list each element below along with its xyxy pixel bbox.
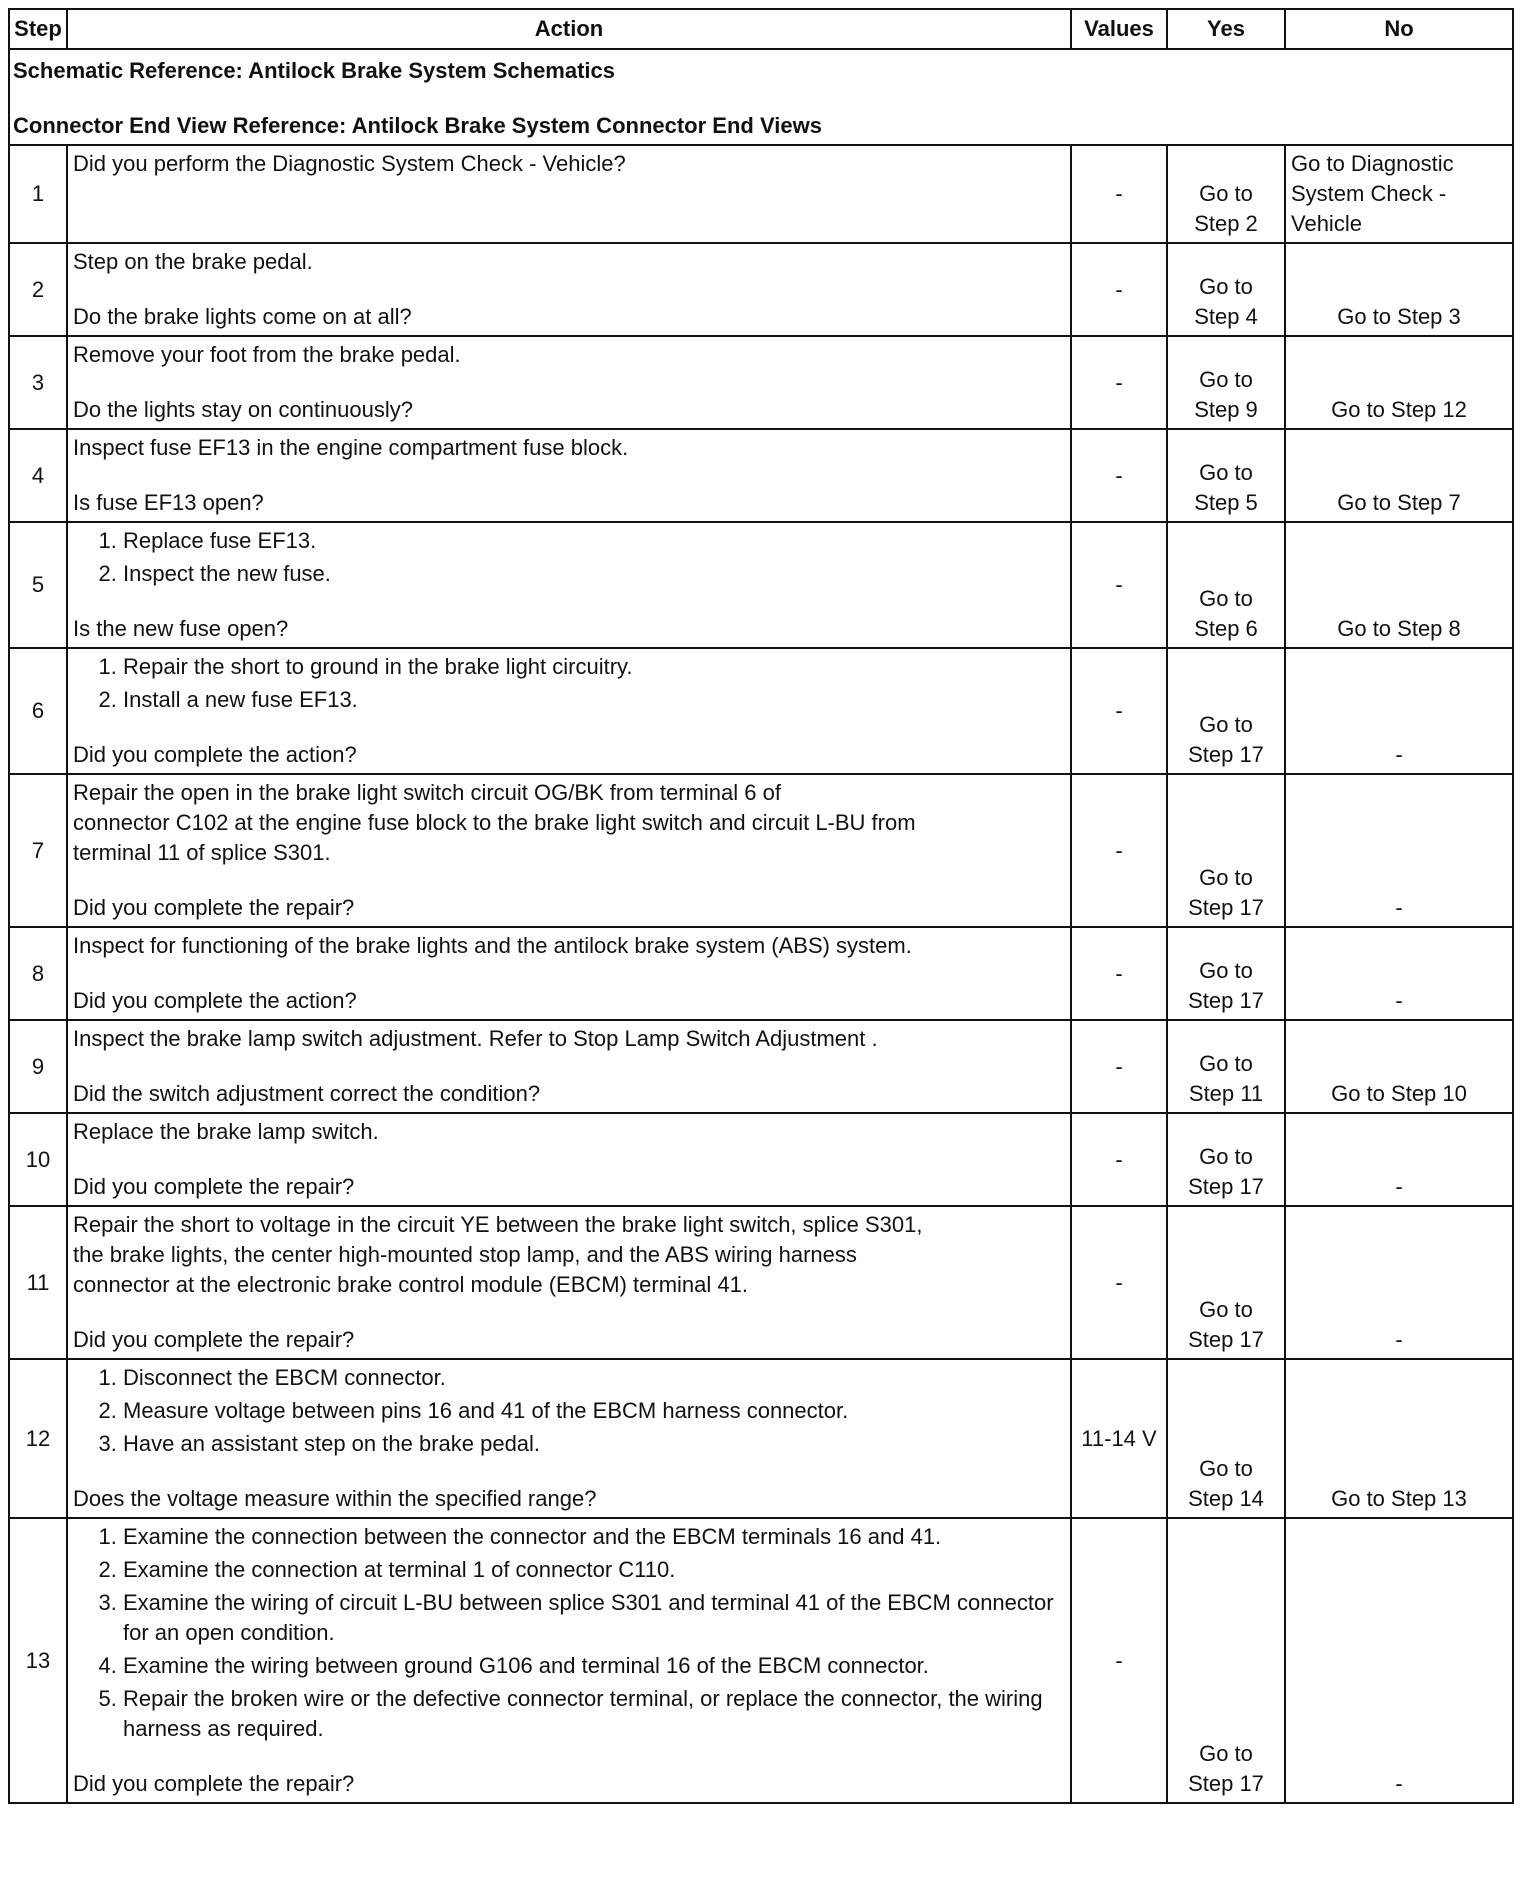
no-text-line: - (1395, 1327, 1403, 1352)
action-question: Do the lights stay on continuously? (73, 397, 413, 422)
step-number: 4 (9, 429, 67, 522)
table-row (9, 429, 1513, 522)
step-number: 5 (9, 522, 67, 648)
values-cell: - (1071, 1020, 1167, 1113)
table-header-row (9, 9, 1513, 49)
action-steps-list (73, 1363, 1065, 1459)
connector-end-view-reference: Connector End View Reference: Antilock Brake System Connector End Views (13, 113, 822, 138)
table-row (9, 1113, 1513, 1206)
action-text-line: Inspect for functioning of the brake lights and the antilock brake system (ABS) system. (73, 933, 912, 958)
action-text-line: Repair the open in the brake light switch circuit OG/BK from terminal 6 of (73, 780, 781, 805)
yes-cell (1167, 1020, 1285, 1113)
table-row (9, 145, 1513, 243)
step-number: 13 (9, 1518, 67, 1803)
table-row (9, 1206, 1513, 1359)
yes-text-line: Step 6 (1194, 616, 1258, 641)
yes-text-line: Step 17 (1188, 1174, 1264, 1199)
action-text-line: connector C102 at the engine fuse block to the brake light switch and circuit L-BU from (73, 810, 916, 835)
action-question: Is fuse EF13 open? (73, 490, 264, 515)
yes-text-line: Step 17 (1188, 1771, 1264, 1796)
yes-text-line: Step 2 (1194, 211, 1258, 236)
no-cell (1285, 1020, 1513, 1113)
action-steps-list (73, 526, 1065, 589)
no-text-line: Go to Step 10 (1331, 1081, 1467, 1106)
header-no: No (1285, 9, 1513, 49)
step-number: 1 (9, 145, 67, 243)
yes-text-line: Step 17 (1188, 742, 1264, 767)
values-cell: - (1071, 927, 1167, 1020)
yes-text-line: Step 14 (1188, 1486, 1264, 1511)
yes-text-line: Go to (1199, 586, 1253, 611)
action-steps-list (73, 1522, 1065, 1744)
no-text-line: - (1395, 742, 1403, 767)
action-cell (67, 522, 1071, 648)
yes-text-line: Go to (1199, 181, 1253, 206)
no-text-line: Go to Step 12 (1331, 397, 1467, 422)
yes-cell (1167, 774, 1285, 927)
action-cell (67, 927, 1071, 1020)
action-cell (67, 1206, 1071, 1359)
yes-text-line: Step 4 (1194, 304, 1258, 329)
no-text-line: - (1395, 988, 1403, 1013)
table-row (9, 1020, 1513, 1113)
action-cell (67, 1020, 1071, 1113)
action-step-item: 3. Have an assistant step on the brake pedal. (123, 1429, 1065, 1459)
action-step-item: 1. Repair the short to ground in the brake light circuitry. (123, 652, 1065, 682)
yes-cell (1167, 1359, 1285, 1518)
no-cell (1285, 336, 1513, 429)
action-question: Did you complete the action? (73, 742, 357, 767)
table-row (9, 243, 1513, 336)
yes-text-line: Go to (1199, 367, 1253, 392)
action-cell (67, 429, 1071, 522)
action-question: Did the switch adjustment correct the condition? (73, 1081, 541, 1106)
yes-cell (1167, 145, 1285, 243)
yes-cell (1167, 648, 1285, 774)
action-step-item: 2. Measure voltage between pins 16 and 41 of the EBCM harness connector. (123, 1396, 1065, 1426)
yes-text-line: Step 5 (1194, 490, 1258, 515)
action-cell (67, 1518, 1071, 1803)
yes-text-line: Go to (1199, 1741, 1253, 1766)
no-text-line: Go to Step 7 (1337, 490, 1461, 515)
header-values: Values (1071, 9, 1167, 49)
action-question: Does the voltage measure within the specified range? (73, 1486, 597, 1511)
action-cell (67, 243, 1071, 336)
step-number: 2 (9, 243, 67, 336)
step-number: 8 (9, 927, 67, 1020)
yes-cell (1167, 927, 1285, 1020)
action-question: Is the new fuse open? (73, 616, 289, 641)
action-cell (67, 1113, 1071, 1206)
no-cell (1285, 1359, 1513, 1518)
values-cell: - (1071, 522, 1167, 648)
no-cell (1285, 927, 1513, 1020)
action-text-line: Inspect the brake lamp switch adjustment. Refer to Stop Lamp Switch Adjustment . (73, 1026, 878, 1051)
yes-text-line: Step 17 (1188, 988, 1264, 1013)
no-cell (1285, 1518, 1513, 1803)
action-question: Did you complete the repair? (73, 1174, 355, 1199)
yes-text-line: Go to (1199, 712, 1253, 737)
step-number: 3 (9, 336, 67, 429)
action-cell (67, 648, 1071, 774)
action-text-line: the brake lights, the center high-mounted stop lamp, and the ABS wiring harness (73, 1242, 857, 1267)
action-cell (67, 1359, 1071, 1518)
header-action: Action (67, 9, 1071, 49)
yes-text-line: Go to (1199, 1051, 1253, 1076)
action-step-item: 2. Install a new fuse EF13. (123, 685, 1065, 715)
step-number: 9 (9, 1020, 67, 1113)
action-question: Did you complete the repair? (73, 1327, 355, 1352)
reference-row (9, 49, 1513, 145)
yes-cell (1167, 243, 1285, 336)
action-step-item: 2. Examine the connection at terminal 1 of connector C110. (123, 1555, 1065, 1585)
no-cell (1285, 429, 1513, 522)
action-cell (67, 774, 1071, 927)
yes-text-line: Go to (1199, 1456, 1253, 1481)
values-cell: - (1071, 1518, 1167, 1803)
header-step: Step (9, 9, 67, 49)
no-text-line: Vehicle (1291, 211, 1362, 236)
step-number: 7 (9, 774, 67, 927)
no-text-line: System Check - (1291, 181, 1447, 206)
yes-cell (1167, 1113, 1285, 1206)
action-step-item: 1. Examine the connection between the connector and the EBCM terminals 16 and 41. (123, 1522, 1065, 1552)
header-yes: Yes (1167, 9, 1285, 49)
yes-cell (1167, 522, 1285, 648)
no-text-line: Go to Step 8 (1337, 616, 1461, 641)
values-cell: - (1071, 648, 1167, 774)
yes-cell (1167, 1206, 1285, 1359)
no-text-line: Go to Step 3 (1337, 304, 1461, 329)
action-text-line: Remove your foot from the brake pedal. (73, 342, 461, 367)
schematic-reference: Schematic Reference: Antilock Brake System Schematics (13, 58, 616, 83)
no-text-line: - (1395, 1174, 1403, 1199)
no-text-line: - (1395, 1771, 1403, 1796)
values-cell: - (1071, 145, 1167, 243)
action-text-line: Repair the short to voltage in the circuit YE between the brake light switch, splice S301, (73, 1212, 923, 1237)
action-step-item: 4. Examine the wiring between ground G106 and terminal 16 of the EBCM connector. (123, 1651, 1065, 1681)
table-row (9, 927, 1513, 1020)
action-step-item: 1. Disconnect the EBCM connector. (123, 1363, 1065, 1393)
action-step-item: 3. Examine the wiring of circuit L-BU between splice S301 and terminal 41 of the EBCM connector for an open condition. (123, 1588, 1065, 1648)
yes-text-line: Go to (1199, 958, 1253, 983)
action-step-item: 1. Replace fuse EF13. (123, 526, 1065, 556)
values-cell: 11-14 V (1071, 1359, 1167, 1518)
yes-cell (1167, 429, 1285, 522)
step-number: 10 (9, 1113, 67, 1206)
action-steps-list (73, 652, 1065, 715)
yes-text-line: Step 9 (1194, 397, 1258, 422)
action-text-line: Replace the brake lamp switch. (73, 1119, 379, 1144)
yes-text-line: Step 17 (1188, 895, 1264, 920)
yes-text-line: Go to (1199, 460, 1253, 485)
table-row (9, 774, 1513, 927)
no-cell (1285, 1113, 1513, 1206)
no-text-line: Go to Diagnostic (1291, 151, 1454, 176)
action-text-line: terminal 11 of splice S301. (73, 840, 331, 865)
values-cell: - (1071, 243, 1167, 336)
no-text-line: Go to Step 13 (1331, 1486, 1467, 1511)
step-number: 12 (9, 1359, 67, 1518)
action-cell (67, 336, 1071, 429)
yes-cell (1167, 336, 1285, 429)
values-cell: - (1071, 429, 1167, 522)
action-step-item: 2. Inspect the new fuse. (123, 559, 1065, 589)
no-cell (1285, 522, 1513, 648)
no-cell (1285, 774, 1513, 927)
values-cell: - (1071, 336, 1167, 429)
table-body (9, 49, 1513, 1803)
values-cell: - (1071, 1113, 1167, 1206)
table-row (9, 1518, 1513, 1803)
yes-text-line: Step 11 (1188, 1081, 1264, 1106)
table-row (9, 648, 1513, 774)
no-cell (1285, 145, 1513, 243)
action-question: Do the brake lights come on at all? (73, 304, 412, 329)
yes-text-line: Step 17 (1188, 1327, 1264, 1352)
reference-cell (9, 49, 1513, 145)
yes-text-line: Go to (1199, 1297, 1253, 1322)
step-number: 6 (9, 648, 67, 774)
action-text-line: Inspect fuse EF13 in the engine compartment fuse block. (73, 435, 629, 460)
action-text-line: Did you perform the Diagnostic System Check - Vehicle? (73, 151, 626, 176)
action-text-line: Step on the brake pedal. (73, 249, 313, 274)
no-cell (1285, 1206, 1513, 1359)
no-text-line: - (1395, 895, 1403, 920)
yes-cell (1167, 1518, 1285, 1803)
table-row (9, 522, 1513, 648)
table-row (9, 1359, 1513, 1518)
step-number: 11 (9, 1206, 67, 1359)
values-cell: - (1071, 774, 1167, 927)
yes-text-line: Go to (1199, 1144, 1253, 1169)
diagnostic-table (8, 8, 1514, 1804)
action-question: Did you complete the repair? (73, 895, 355, 920)
values-cell: - (1071, 1206, 1167, 1359)
action-cell (67, 145, 1071, 243)
yes-text-line: Go to (1199, 274, 1253, 299)
yes-text-line: Go to (1199, 865, 1253, 890)
action-question: Did you complete the repair? (73, 1771, 355, 1796)
no-cell (1285, 243, 1513, 336)
no-cell (1285, 648, 1513, 774)
action-step-item: 5. Repair the broken wire or the defective connector terminal, or replace the connector, the wiring harness as required. (123, 1684, 1065, 1744)
action-text-line: connector at the electronic brake control module (EBCM) terminal 41. (73, 1272, 748, 1297)
action-question: Did you complete the action? (73, 988, 357, 1013)
table-row (9, 336, 1513, 429)
